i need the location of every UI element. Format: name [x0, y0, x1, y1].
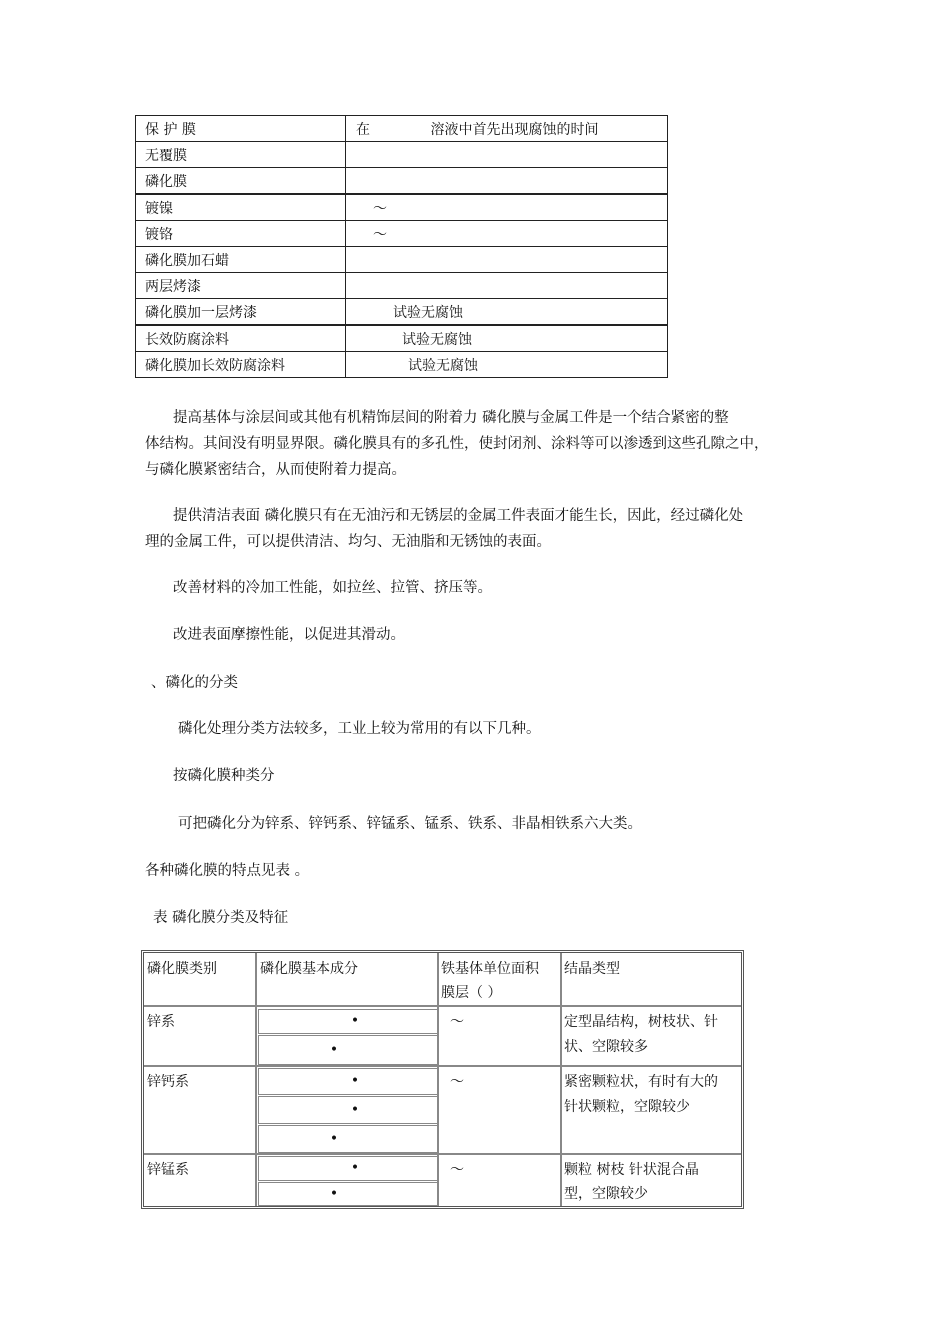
composition-cell	[258, 1125, 438, 1153]
table-row	[136, 273, 668, 299]
header-corrosion-time	[346, 116, 668, 142]
crystal-line2: 状、空隙较多	[564, 1039, 648, 1055]
table-row	[136, 194, 668, 221]
row-value: 试验无腐蚀	[393, 304, 463, 321]
row-label: 无覆膜	[136, 142, 346, 168]
composition-cell	[258, 1096, 438, 1124]
composition-dot: •	[329, 1131, 339, 1147]
crystal-line1: 定型晶结构，树枝状、针	[564, 1014, 718, 1030]
composition-dot: •	[329, 1042, 339, 1058]
corrosion-time-table	[135, 115, 668, 378]
row-label: 磷化膜	[136, 168, 346, 195]
area-range: ～	[450, 1014, 464, 1030]
table-caption: 表 磷化膜分类及特征	[153, 910, 289, 926]
header-protective-film: 保 护 膜	[136, 116, 346, 142]
table-header-row	[136, 116, 668, 142]
paragraph-see-table: 各种磷化膜的特点见表 。	[145, 863, 310, 879]
category-zinc: 锌系	[147, 1014, 175, 1030]
row-label: 镀镍	[136, 194, 346, 221]
row-label: 两层烤漆	[136, 273, 346, 299]
category-zinc-manganese: 锌锰系	[147, 1162, 189, 1178]
row-label: 磷化膜加一层烤漆	[136, 299, 346, 326]
paragraph-cold-working: 改善材料的冷加工性能，如拉丝、拉管、挤压等。	[173, 580, 492, 596]
table-row	[136, 247, 668, 273]
row-label: 镀铬	[136, 221, 346, 247]
header-area-line2: 膜层（ ）	[441, 985, 502, 1001]
crystal-line1: 紧密颗粒状，有时有大的	[564, 1074, 718, 1090]
composition-cell	[258, 1156, 438, 1181]
row-label: 磷化膜加长效防腐涂料	[136, 352, 346, 378]
crystal-line1: 颗粒 树枝 针状混合晶	[564, 1162, 699, 1178]
area-range: ～	[450, 1074, 464, 1090]
table-row	[136, 221, 668, 247]
row-value: 试验无腐蚀	[402, 331, 472, 348]
row-divider	[144, 1153, 741, 1155]
row-value	[346, 168, 668, 195]
composition-cell	[258, 1009, 438, 1034]
paragraph-clean-line1: 提供清洁表面 磷化膜只有在无油污和无锈层的金属工件表面才能生长，因此，经过磷化处	[173, 508, 744, 524]
paragraph-adhesion-line2: 体结构。其间没有明显界限。磷化膜具有的多孔性，使封闭剂、涂料等可以渗透到这些孔隙之中，	[145, 436, 769, 452]
paragraph-methods: 磷化处理分类方法较多，工业上较为常用的有以下几种。	[178, 721, 541, 737]
row-value: 试验无腐蚀	[408, 357, 478, 374]
header-area-line1: 铁基体单位面积	[441, 961, 539, 977]
header-crystal: 结晶类型	[564, 961, 620, 977]
area-range: ～	[450, 1162, 464, 1178]
category-zinc-calcium: 锌钙系	[147, 1074, 189, 1090]
column-divider	[560, 953, 562, 1206]
table-row	[136, 168, 668, 195]
composition-dot: •	[350, 1102, 360, 1118]
table-row	[136, 325, 668, 352]
composition-dot: •	[350, 1160, 360, 1176]
row-value: ～	[373, 226, 387, 243]
header-composition: 磷化膜基本成分	[260, 961, 358, 977]
row-divider	[144, 1065, 741, 1067]
paragraph-adhesion-line1: 提高基体与涂层间或其他有机精饰层间的附着力 磷化膜与金属工件是一个结合紧密的整	[173, 410, 729, 426]
paragraph-six-types: 可把磷化分为锌系、锌钙系、锌锰系、锰系、铁系、非晶相铁系六大类。	[178, 816, 642, 832]
composition-dot: •	[329, 1186, 339, 1202]
header-in-label: 在	[356, 121, 370, 138]
table-row	[136, 299, 668, 326]
row-label: 长效防腐涂料	[136, 325, 346, 352]
column-divider	[255, 953, 257, 1206]
crystal-line2: 针状颗粒，空隙较少	[564, 1099, 690, 1115]
row-value	[346, 247, 668, 273]
row-value: ～	[373, 200, 387, 217]
paragraph-friction: 改进表面摩擦性能，以促进其滑动。	[173, 627, 405, 643]
row-value	[346, 142, 668, 168]
composition-cell	[258, 1035, 438, 1065]
row-label: 磷化膜加石蜡	[136, 247, 346, 273]
header-time-label: 溶液中首先出现腐蚀的时间	[430, 121, 599, 138]
table-row	[136, 352, 668, 378]
phosphate-classification-table	[141, 950, 744, 1209]
paragraph-by-type: 按磷化膜种类分	[173, 768, 275, 784]
composition-dot: •	[350, 1013, 360, 1029]
table-row	[136, 142, 668, 168]
header-category: 磷化膜类别	[147, 961, 217, 977]
section-heading-classification: 、磷化的分类	[151, 675, 238, 691]
paragraph-adhesion-line3: 与磷化膜紧密结合，从而使附着力提高。	[145, 462, 406, 478]
composition-cell	[258, 1182, 438, 1206]
paragraph-clean-line2: 理的金属工件，可以提供清洁、均匀、无油脂和无锈蚀的表面。	[145, 534, 551, 550]
row-value	[346, 273, 668, 299]
crystal-line2: 型，空隙较少	[564, 1186, 648, 1202]
composition-dot: •	[350, 1073, 360, 1089]
composition-cell	[258, 1068, 438, 1095]
